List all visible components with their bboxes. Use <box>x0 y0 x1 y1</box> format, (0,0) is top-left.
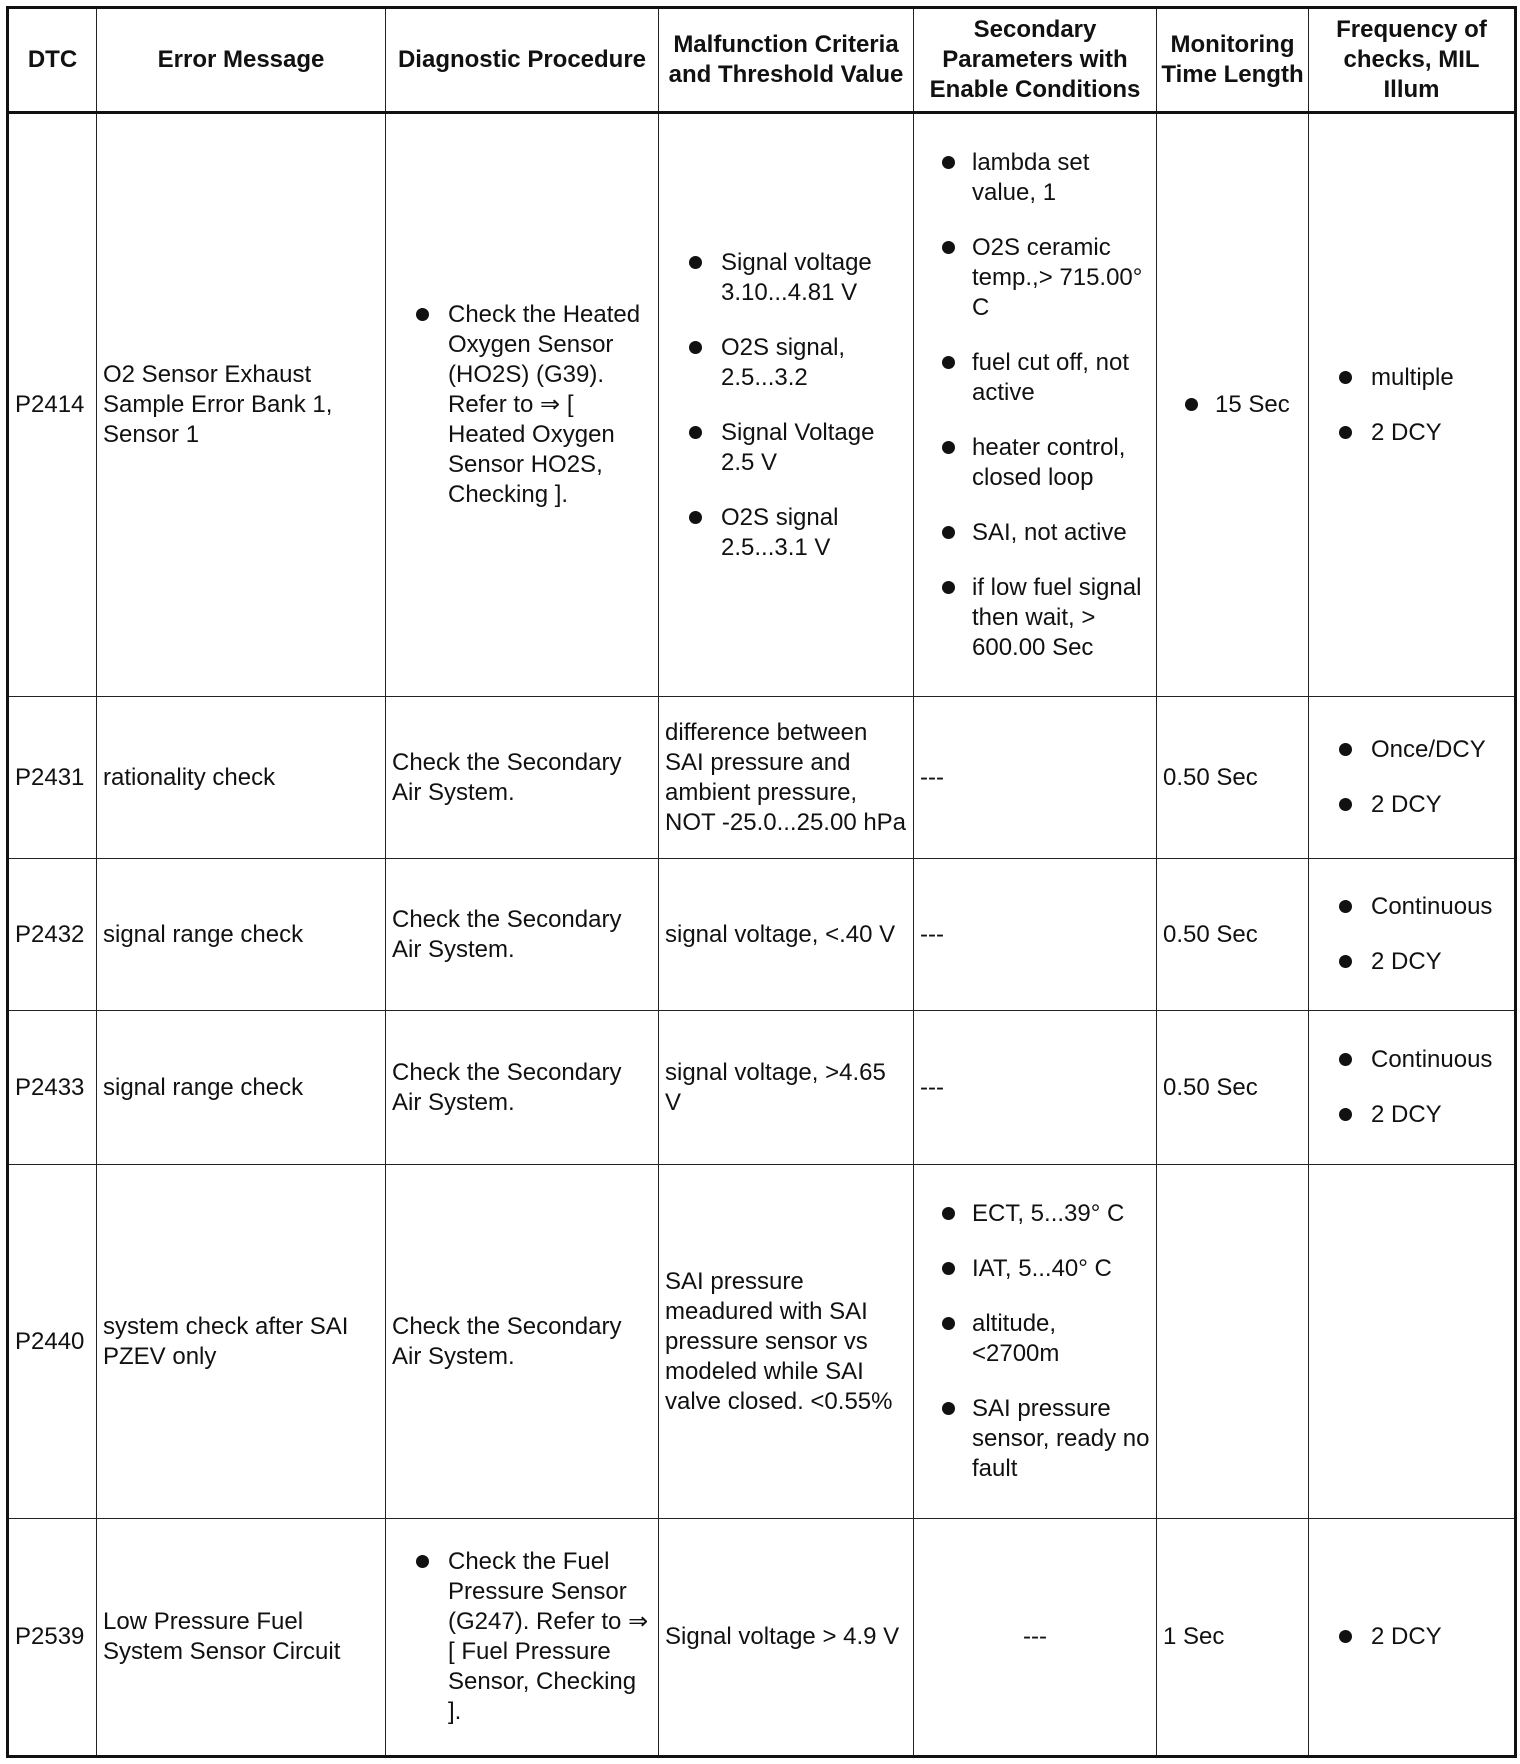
dtc-code: P2432 <box>8 859 97 1011</box>
frequency <box>1309 1519 1516 1757</box>
list-item: SAI pressure sensor, ready no fault <box>920 1394 1150 1484</box>
table-row <box>8 697 1516 859</box>
malfunction-criteria <box>659 113 914 697</box>
list-item: heater control, closed loop <box>920 433 1150 493</box>
list-item: SAI, not active <box>920 518 1150 548</box>
monitoring-time <box>1157 1165 1309 1519</box>
monitoring-time <box>1157 113 1309 697</box>
list-item: fuel cut off, not active <box>920 348 1150 408</box>
secondary-parameters: --- <box>914 1011 1157 1165</box>
frequency <box>1309 1011 1516 1165</box>
table-row <box>8 1165 1516 1519</box>
secondary-parameters: --- <box>914 859 1157 1011</box>
error-message: system check after SAI PZEV only <box>97 1165 386 1519</box>
header-malfunction-criteria: Malfunction Criteria and Threshold Value <box>659 8 914 113</box>
secondary-parameters <box>914 113 1157 697</box>
secondary-parameters: --- <box>914 1519 1157 1757</box>
list-item: 2 DCY <box>1315 418 1508 448</box>
list-item: multiple <box>1315 363 1508 393</box>
header-secondary-parameters: Secondary Parameters with Enable Conditions <box>914 8 1157 113</box>
header-diagnostic-procedure: Diagnostic Procedure <box>386 8 659 113</box>
malfunction-criteria: Signal voltage > 4.9 V <box>659 1519 914 1757</box>
list-item: Check the Heated Oxygen Sensor (HO2S) (G39). Refer to ⇒ [ Heated Oxygen Sensor HO2S, Checking ]. <box>392 300 652 510</box>
diagnostic-procedure <box>386 113 659 697</box>
list-item: Continuous <box>1315 892 1508 922</box>
list-item: O2S signal, 2.5...3.2 <box>665 333 907 393</box>
header-row <box>8 8 1516 113</box>
monitoring-time: 0.50 Sec <box>1157 859 1309 1011</box>
secondary-parameters: --- <box>914 697 1157 859</box>
diagnostic-procedure: Check the Secondary Air System. <box>386 859 659 1011</box>
diagnostic-procedure <box>386 1519 659 1757</box>
frequency <box>1309 113 1516 697</box>
table-row <box>8 1519 1516 1757</box>
list-item: O2S signal 2.5...3.1 V <box>665 503 907 563</box>
list-item: 2 DCY <box>1315 947 1508 977</box>
diagnostic-procedure: Check the Secondary Air System. <box>386 1165 659 1519</box>
list-item: lambda set value, 1 <box>920 148 1150 208</box>
list-item: 2 DCY <box>1315 1622 1508 1652</box>
list-item: 2 DCY <box>1315 1100 1508 1130</box>
malfunction-criteria: signal voltage, >4.65 V <box>659 1011 914 1165</box>
dtc-code: P2440 <box>8 1165 97 1519</box>
malfunction-criteria: signal voltage, <.40 V <box>659 859 914 1011</box>
list-item: 15 Sec <box>1163 390 1302 420</box>
frequency <box>1309 859 1516 1011</box>
list-item: Continuous <box>1315 1045 1508 1075</box>
secondary-parameters <box>914 1165 1157 1519</box>
monitoring-time: 0.50 Sec <box>1157 1011 1309 1165</box>
malfunction-criteria: SAI pressure meadured with SAI pressure sensor vs modeled while SAI valve closed. <0.55% <box>659 1165 914 1519</box>
monitoring-time: 1 Sec <box>1157 1519 1309 1757</box>
monitoring-time: 0.50 Sec <box>1157 697 1309 859</box>
header-error-message: Error Message <box>97 8 386 113</box>
list-item: Signal voltage 3.10...4.81 V <box>665 248 907 308</box>
list-item: altitude, <2700m <box>920 1309 1150 1369</box>
dtc-code: P2414 <box>8 113 97 697</box>
header-dtc: DTC <box>8 8 97 113</box>
dtc-table <box>6 6 1517 1758</box>
list-item: Check the Fuel Pressure Sensor (G247). Refer to ⇒ [ Fuel Pressure Sensor, Checking ]. <box>392 1547 652 1727</box>
diagnostic-procedure: Check the Secondary Air System. <box>386 1011 659 1165</box>
dtc-code: P2539 <box>8 1519 97 1757</box>
frequency <box>1309 697 1516 859</box>
list-item: Signal Voltage 2.5 V <box>665 418 907 478</box>
list-item: if low fuel signal then wait, > 600.00 Sec <box>920 573 1150 663</box>
header-frequency: Frequency of checks, MIL Illum <box>1309 8 1516 113</box>
malfunction-criteria: difference between SAI pressure and ambient pressure, NOT -25.0...25.00 hPa <box>659 697 914 859</box>
dtc-code: P2431 <box>8 697 97 859</box>
error-message: O2 Sensor Exhaust Sample Error Bank 1, Sensor 1 <box>97 113 386 697</box>
list-item: Once/DCY <box>1315 735 1508 765</box>
list-item: 2 DCY <box>1315 790 1508 820</box>
list-item: IAT, 5...40° C <box>920 1254 1150 1284</box>
error-message: signal range check <box>97 859 386 1011</box>
diagnostic-procedure: Check the Secondary Air System. <box>386 697 659 859</box>
frequency <box>1309 1165 1516 1519</box>
list-item: ECT, 5...39° C <box>920 1199 1150 1229</box>
dtc-code: P2433 <box>8 1011 97 1165</box>
header-monitoring-time: Monitoring Time Length <box>1157 8 1309 113</box>
table-row <box>8 1011 1516 1165</box>
error-message: signal range check <box>97 1011 386 1165</box>
table-row <box>8 859 1516 1011</box>
error-message: rationality check <box>97 697 386 859</box>
error-message: Low Pressure Fuel System Sensor Circuit <box>97 1519 386 1757</box>
list-item: O2S ceramic temp.,> 715.00° C <box>920 233 1150 323</box>
table-row <box>8 113 1516 697</box>
